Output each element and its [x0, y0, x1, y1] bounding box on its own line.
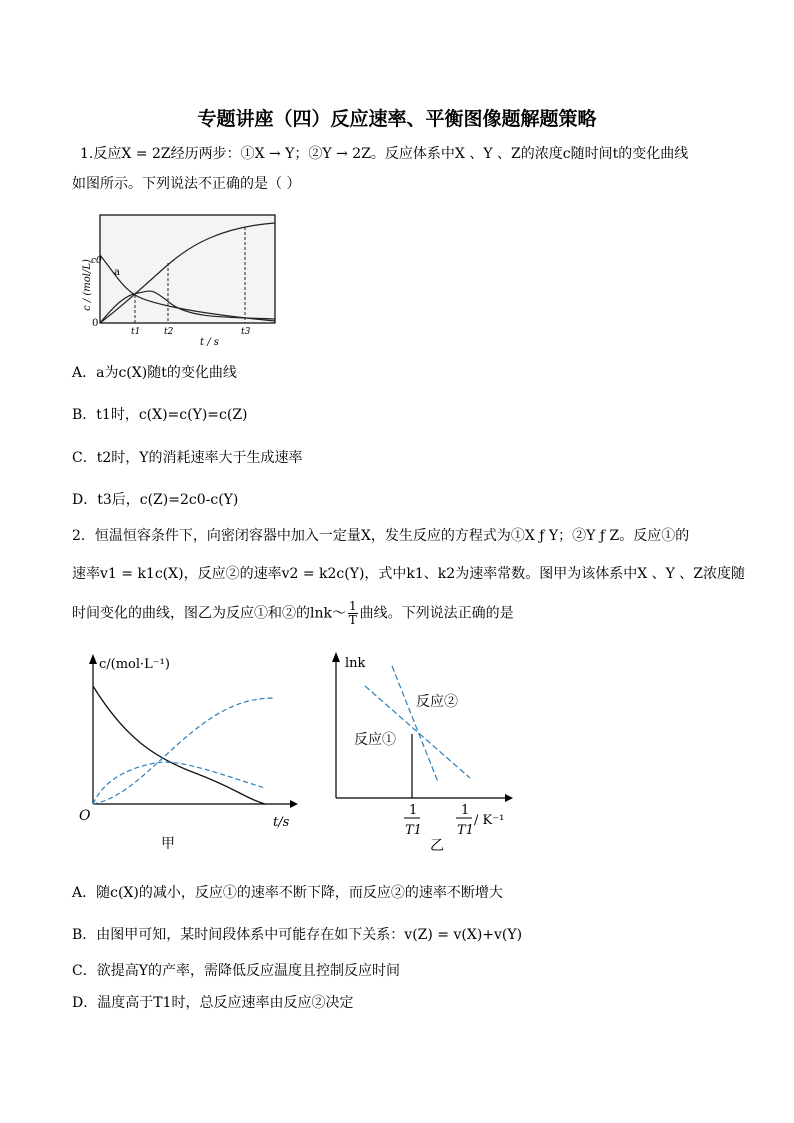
q1-option-d: D．t3后，c(Z)=2c0-c(Y)	[72, 492, 239, 508]
q2a-curve-z	[93, 698, 275, 804]
q1-origin: 0	[92, 318, 99, 329]
q2a-caption: 甲	[161, 836, 175, 852]
q1-option-c: C．t2时，Y的消耗速率大于生成速率	[72, 450, 303, 466]
q2a-ylabel: c/(mol·L⁻¹)	[99, 657, 170, 672]
q1-t2-label: t2	[164, 327, 174, 337]
q2b-tick-num: 1	[409, 803, 418, 818]
q1-option-a: A．a为c(X)随t的变化曲线	[72, 365, 237, 381]
q2-stem-frac-num: 1	[348, 599, 357, 613]
q2-option-d: D．温度高于T1时，总反应速率由反应②决定	[72, 995, 354, 1011]
q2-stem-line1: 2．恒温恒容条件下，向密闭容器中加入一定量X，发生反应的方程式为①X ƒ Y；②Y ƒ Z。反应①的	[72, 528, 690, 544]
q2-stem-line2: 速率v1 = k1c(X)，反应②的速率v2 = k2c(Y)，式中k1、k2为速率常数。图甲为该体系中X 、Y 、Z浓度随	[72, 566, 746, 582]
q1-plot-frame	[100, 215, 275, 323]
q2-figure-b	[320, 648, 525, 853]
q2b-reaction1-label: 反应①	[354, 732, 396, 748]
q2a-xlabel: t/s	[273, 815, 290, 830]
q1-option-b: B．t1时，c(X)=c(Y)=c(Z)	[72, 407, 248, 423]
page-title: 专题讲座（四）反应速率、平衡图像题解题策略	[197, 108, 597, 130]
q2-stem-line3	[72, 600, 514, 634]
q2a-origin: O	[79, 808, 91, 824]
q1-t1-label: t1	[131, 327, 141, 337]
q1-t3-label: t3	[241, 327, 251, 337]
q2b-x-arrow	[505, 794, 513, 802]
q2-option-b: B．由图甲可知，某时间段体系中可能存在如下关系：v(Z) = v(X)+v(Y)	[72, 927, 523, 943]
q1-stem-line2: 如图所示。下列说法不正确的是（ ）	[72, 176, 301, 192]
q2-stem-line3-pre: 时间变化的曲线，图乙为反应①和②的lnk～	[72, 605, 346, 622]
q2b-tick-den: T1	[405, 823, 422, 838]
q2b-y-arrow	[332, 652, 340, 662]
q2-figure-a	[75, 648, 305, 853]
q2b-line-reaction2	[392, 666, 438, 782]
q1-concentration-figure	[80, 205, 280, 350]
q2b-caption: 乙	[430, 838, 444, 853]
q2a-y-arrow	[89, 654, 97, 664]
q2-option-c: C．欲提高Y的产率，需降低反应温度且控制反应时间	[72, 963, 400, 979]
q2-stem-frac-den: T	[348, 613, 357, 627]
q2b-reaction2-label: 反应②	[416, 694, 458, 710]
q2b-axis-num: 1	[461, 803, 470, 818]
q2a-curve-y	[93, 762, 265, 804]
q1-a-label: a	[114, 267, 120, 278]
q2b-ylabel: lnk	[345, 656, 366, 671]
q1-ylabel: c / (mol/L)	[82, 259, 93, 311]
q1-stem-line1: 1.反应X = 2Z经历两步：①X → Y；②Y → 2Z。反应体系中X 、Y 、Z的浓度c随时间t的变化曲线	[80, 146, 689, 162]
q2-option-a: A．随c(X)的减小，反应①的速率不断下降，而反应②的速率不断增大	[72, 885, 503, 901]
q2a-x-arrow	[290, 800, 298, 808]
q2-stem-fraction	[348, 600, 358, 627]
q1-c0-label: c0	[91, 256, 102, 266]
q2b-axis-den: T1	[457, 823, 474, 838]
q1-xlabel: t / s	[200, 337, 219, 348]
q2b-axis-unit: / K⁻¹	[474, 813, 505, 828]
q2-stem-line3-post: 曲线。下列说法正确的是	[359, 605, 514, 622]
